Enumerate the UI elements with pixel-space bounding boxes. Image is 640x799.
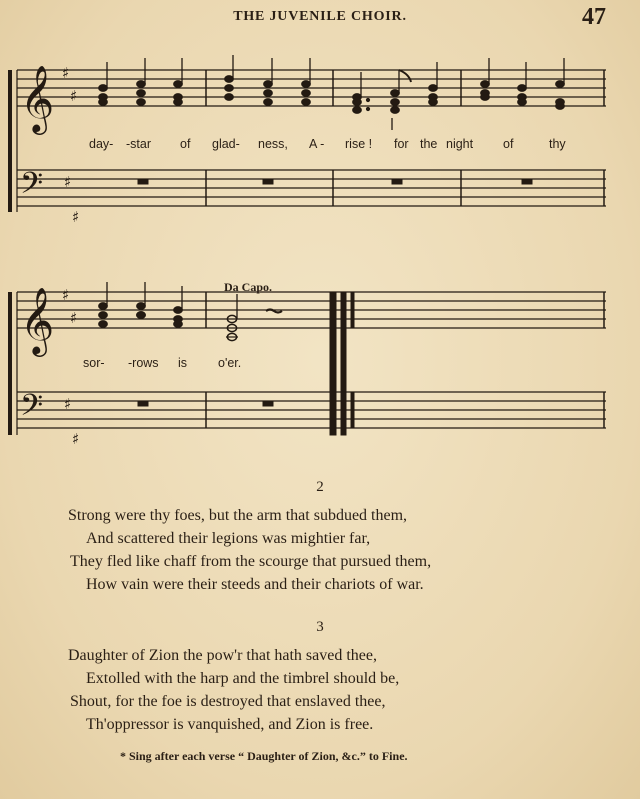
page-number: 47	[582, 4, 606, 30]
verse-line: Th'oppressor is vanquished, and Zion is free.	[86, 716, 374, 733]
lyrics-system-2	[83, 356, 241, 370]
verse-line: Strong were thy foes, but the arm that subdued them,	[68, 507, 408, 524]
lyric: thy	[549, 137, 566, 151]
verse-number: 2	[316, 479, 324, 495]
sharp-icon: ♯	[64, 173, 72, 191]
bass-clef-icon: 𝄢	[20, 167, 44, 208]
lyric: of	[503, 137, 514, 151]
verse-line: They fled like chaff from the scourge that pursued them,	[70, 553, 432, 570]
verse-line: Daughter of Zion the pow'r that hath saved thee,	[68, 647, 378, 664]
whole-rest-icon	[138, 401, 148, 406]
whole-rest-icon	[522, 179, 532, 184]
verse-line: And scattered their legions was mightier far,	[86, 530, 371, 547]
verse-line: How vain were their steeds and their chariots of war.	[86, 576, 424, 593]
lyric: night	[446, 137, 474, 151]
lyric: rise !	[345, 137, 373, 151]
whole-rest-icon	[138, 179, 148, 184]
lyric: ness,	[258, 137, 288, 151]
sharp-icon: ♯	[64, 395, 72, 413]
sharp-icon: ♯	[72, 208, 80, 226]
verse-number: 3	[316, 619, 324, 635]
lyric: for	[394, 137, 409, 151]
bass-clef-icon: 𝄢	[20, 389, 44, 430]
verse-line: Extolled with the harp and the timbrel should be,	[86, 670, 400, 687]
sharp-icon: ♯	[70, 87, 78, 105]
lyric: glad-	[212, 137, 240, 151]
da-capo-marking: Da Capo.	[224, 280, 273, 294]
whole-rest-icon	[263, 401, 273, 406]
sharp-icon: ♯	[62, 64, 70, 82]
lyrics-system-1	[89, 137, 566, 151]
treble-clef-icon: 𝄞	[20, 286, 55, 354]
whole-rest-icon	[392, 179, 402, 184]
lyric: -rows	[128, 356, 159, 370]
lyric: A -	[309, 137, 325, 151]
verse-line: Shout, for the foe is destroyed that enslaved thee,	[70, 693, 386, 710]
footnote: * Sing after each verse “ Daughter of Zion, &c.” to Fine.	[120, 749, 408, 763]
lyric: of	[180, 137, 191, 151]
sharp-icon: ♯	[72, 430, 80, 448]
lyric: is	[178, 356, 188, 370]
treble-clef-icon: 𝄞	[20, 64, 55, 132]
running-header: THE JUVENILE CHOIR.	[233, 9, 407, 24]
lyric: day-	[89, 137, 114, 151]
lyric: the	[420, 137, 438, 151]
whole-rest-icon	[263, 179, 273, 184]
lyric: -star	[126, 137, 151, 151]
sharp-icon: ♯	[62, 286, 70, 304]
lyric: sor-	[83, 356, 105, 370]
lyric: o'er.	[218, 356, 242, 370]
sharp-icon: ♯	[70, 309, 78, 327]
